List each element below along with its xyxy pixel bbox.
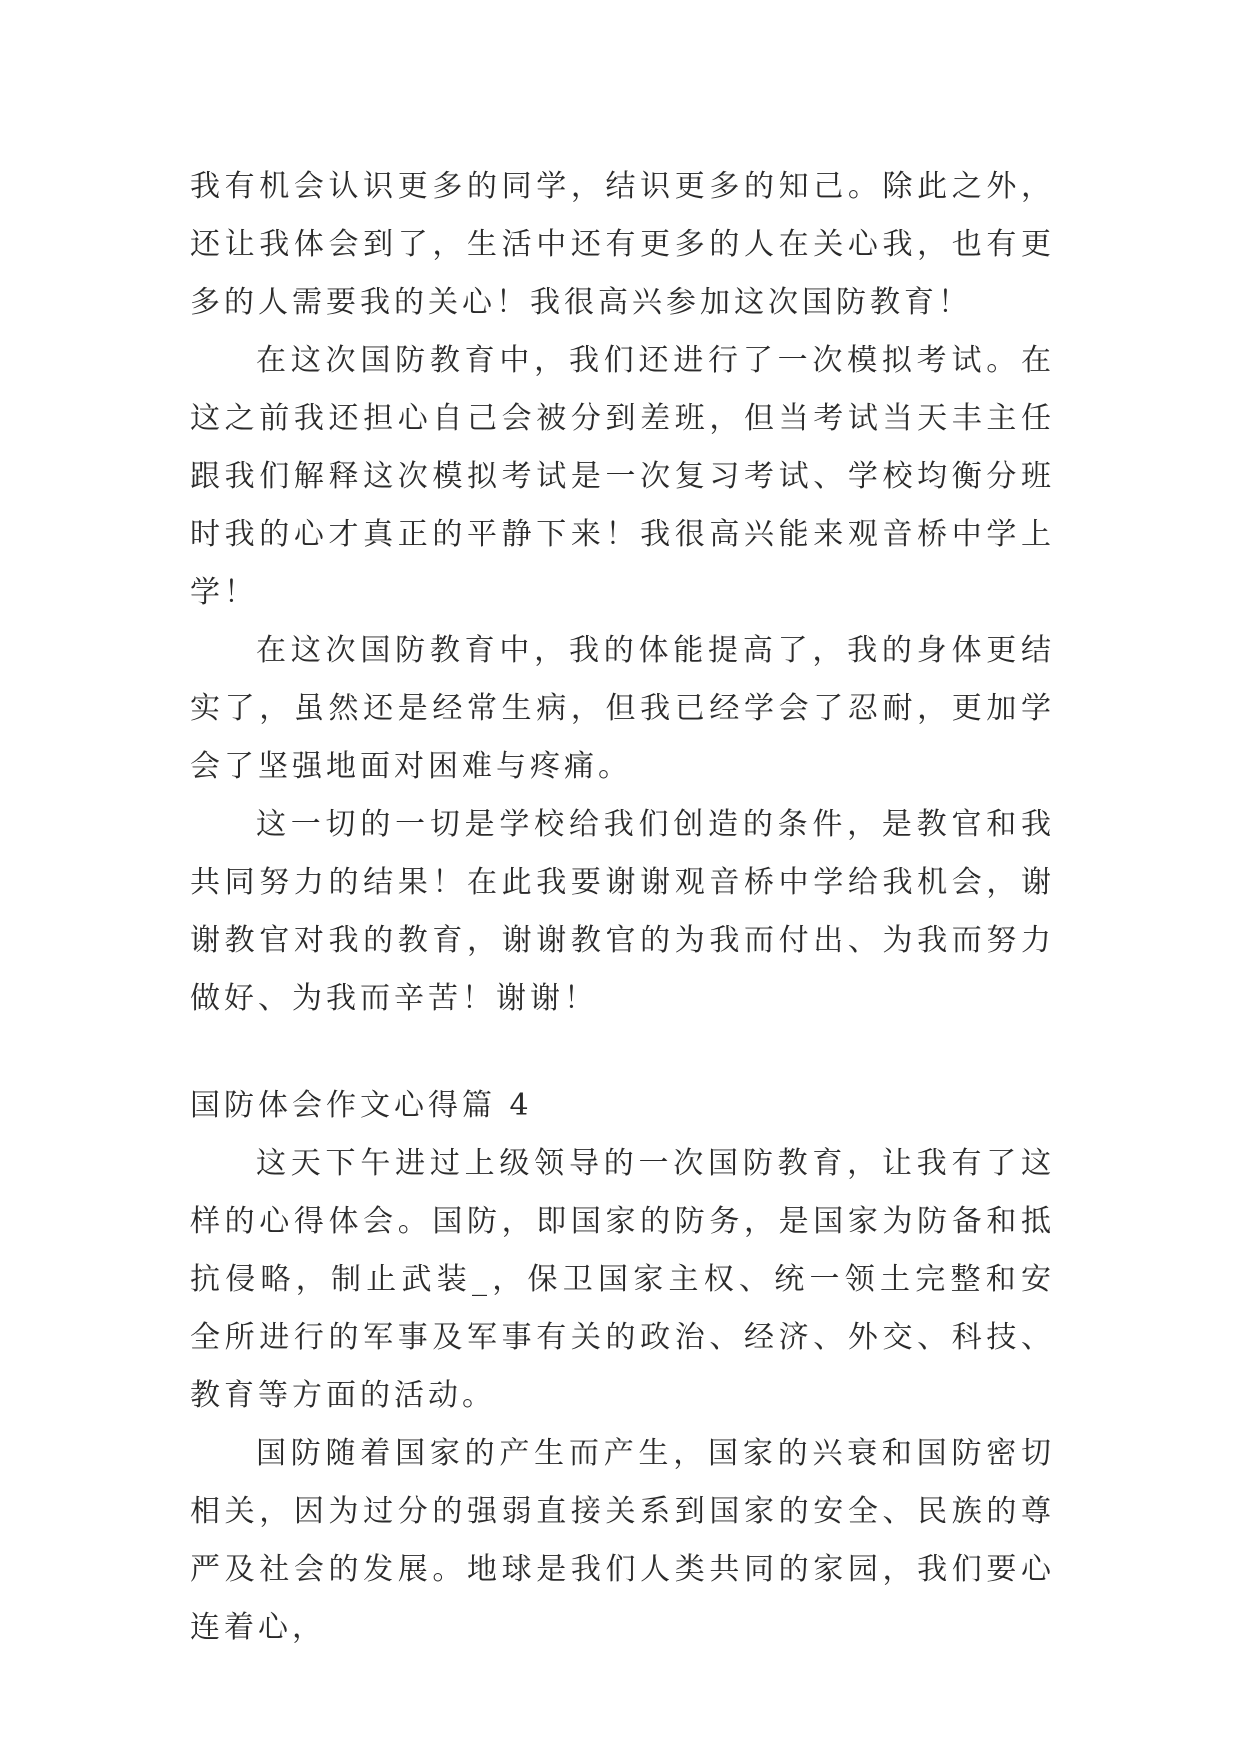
document-body xyxy=(190,158,1055,1657)
paragraph-3: 在这次国防教育中，我的体能提高了，我的身体更结实了，虽然还是经常生病，但我已经学会了忍耐，更加学会了坚强地面对困难与疼痛。 xyxy=(190,633,1055,784)
paragraph-6: 国防随着国家的产生而产生，国家的兴衰和国防密切相关，因为过分的强弱直接关系到国家的安全、民族的尊严及社会的发展。地球是我们人类共同的家园，我们要心连着心， xyxy=(190,1436,1055,1645)
section-gap xyxy=(190,1028,1055,1077)
paragraph-1: 我有机会认识更多的同学，结识更多的知己。除此之外，还让我体会到了，生活中还有更多的人在关心我，也有更多的人需要我的关心！我很高兴参加这次国防教育！ xyxy=(190,169,1055,320)
paragraph-2: 在这次国防教育中，我们还进行了一次模拟考试。在这之前我还担心自己会被分到差班，但当考试当天丰主任跟我们解释这次模拟考试是一次复习考试、学校均衡分班时我的心才真正的平静下来！我很高兴能来观音桥中学上学！ xyxy=(190,343,1055,610)
paragraph-5: 这天下午进过上级领导的一次国防教育，让我有了这样的心得体会。国防，即国家的防务，是国家为防备和抵抗侵略，制止武装_，保卫国家主权、统一领土完整和安全所进行的军事及军事有关的政治、经济、外交、科技、教育等方面的活动。 xyxy=(190,1146,1055,1413)
paragraph-4: 这一切的一切是学校给我们创造的条件，是教官和我共同努力的结果！在此我要谢谢观音桥中学给我机会，谢谢教官对我的教育，谢谢教官的为我而付出、为我而努力做好、为我而辛苦！谢谢！ xyxy=(190,807,1055,1016)
section-heading: 国防体会作文心得篇 4 xyxy=(190,1088,533,1123)
